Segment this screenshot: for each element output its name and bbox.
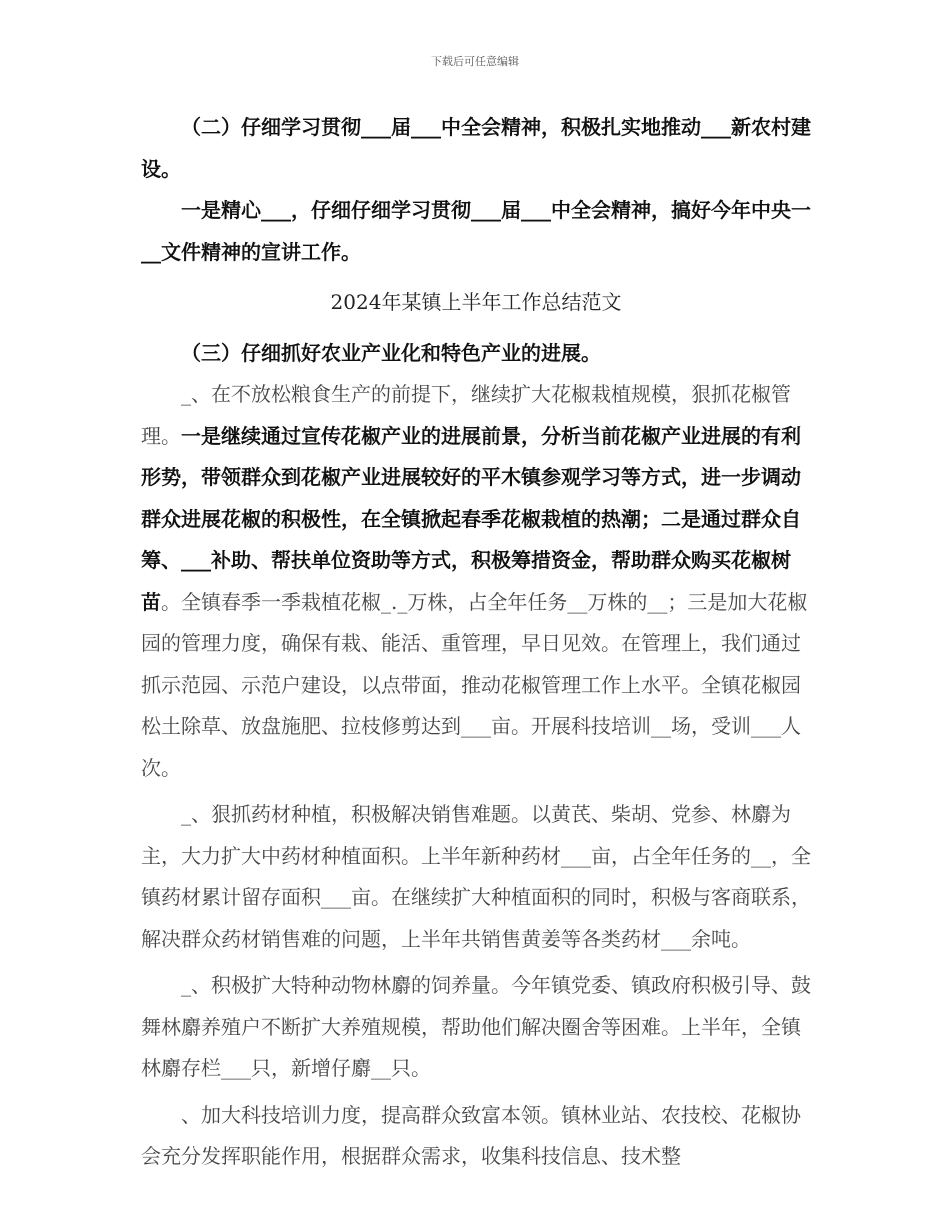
page-header: 下载后可任意编辑: [431, 55, 519, 68]
document-body: [141, 107, 811, 1178]
paragraph-section-two: （二）仔细学习贯彻___届___中全会精神，积极扎实地推动___新农村建设。: [141, 115, 811, 181]
pepper-rest-text: 。全镇春季一季栽植花椒_._万株，占全年任务__万株的__；三是加大花椒园的管理力度，确保有栽、能活、重管理，早日见效。在管理上，我们通过抓示范园、示范户建设，以点带面，推动花椒管理工作上水平。全镇花椒园松土除草、放盘施肥、拉枝修剪达到___亩。开展科技培训__场，受训___人次。: [141, 589, 808, 780]
paragraph-section-three: （三）仔细抓好农业产业化和特色产业的进展。: [181, 340, 601, 365]
paragraph-pepper: [141, 374, 811, 789]
paragraph-medicine: _、狠抓药材种植，积极解决销售难题。以黄芪、柴胡、党参、林麝为主，大力扩大中药材种植面积。上半年新种药材___亩，占全年任务的__，全镇药材累计留存面积___亩。在继续扩大种植面积的同时，积极与客商联系，解决群众药材销售难的问题，上半年共销售黄姜等各类药材___余吨。: [141, 802, 811, 951]
document-title: 2024年某镇上半年工作总结范文: [330, 290, 622, 314]
paragraph-item-one: 一是精心___，仔细仔细学习贯彻___届___中全会精神，搞好今年中央一__文件精神的宣讲工作。: [141, 198, 811, 264]
paragraph-musk-deer: _、积极扩大特种动物林麝的饲养量。今年镇党委、镇政府积极引导、鼓舞林麝养殖户不断扩大养殖规模，帮助他们解决圈舍等困难。上半年，全镇林麝存栏___只，新增仔麝__只。: [141, 973, 811, 1080]
paragraph-training: 、加大科技培训力度，提高群众致富本领。镇林业站、农技校、花椒协会充分发挥职能作用，根据群众需求，收集科技信息、技术整: [141, 1102, 801, 1168]
pepper-bold-text: 一是继续通过宣传花椒产业的进展前景，分析当前花椒产业进展的有利形势，带领群众到花椒产业进展较好的平木镇参观学习等方式，进一步调动群众进展花椒的积极性，在全镇掀起春季花椒栽植的热潮；二是通过群众自筹、___补助、帮扶单位资助等方式，积极筹措资金，帮助群众购买花椒树苗: [141, 423, 801, 614]
pepper-intro-text: _、在不放松粮食生产的前提下，继续扩大花椒栽植规模，狠抓花椒管理。: [141, 382, 791, 448]
